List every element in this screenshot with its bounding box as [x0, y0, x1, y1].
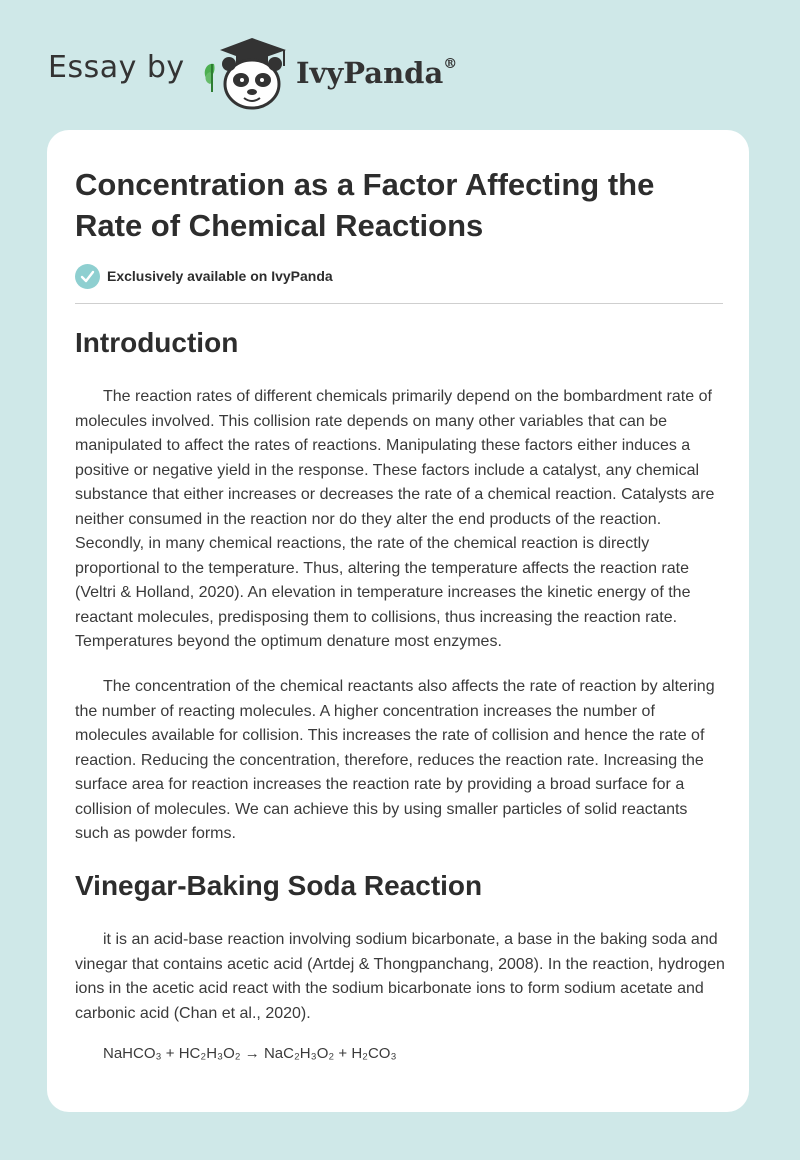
check-icon: [75, 264, 100, 289]
exclusive-badge-label: Exclusively available on IvyPanda: [107, 268, 333, 284]
paragraph: The reaction rates of different chemicals primarily depend on the bombardment rate of molecules involved. This collision rate depends on many other variables that can be manipulated to affect the rates of reactions. Manipulating these factors either induces a positive or negative yield in the response. These factors include a catalyst, any chemical substance that either increases or decreases the rate of a chemical reaction. Catalysts are neither consumed in the reaction nor do they alter the end products of the reaction. Secondly, in many chemical reactions, the rate of the chemical reaction is directly proportional to the temperature. Thus, altering the temperature affects the reaction rate (Veltri & Holland, 2020). An elevation in temperature increases the kinetic energy of the reactant molecules, predisposing them to collisions, thus increasing the reaction rate. Temperatures beyond the optimum denature most enzymes.: [75, 388, 715, 650]
section-heading-introduction: Introduction: [75, 327, 239, 358]
essay-by-label: Essay by: [48, 50, 185, 85]
page-title: Concentration as a Factor Affecting the Rate of Chemical Reactions: [75, 167, 655, 243]
site-header: [0, 0, 800, 130]
chemical-equation: NaHCO₃ + HC₂H₃O₂ → NaC₂H₃O₂ + H₂CO₃: [103, 1045, 397, 1062]
divider: [75, 303, 723, 304]
essay-card: [47, 130, 749, 1112]
brand-name[interactable]: IvyPanda®: [296, 56, 458, 90]
paragraph: The concentration of the chemical reactants also affects the rate of reaction by altering the number of reacting molecules. A higher concentration increases the number of molecules available for collision. This increases the rate of collision and hence the rate of reaction. Reducing the concentration, therefore, reduces the reaction rate. Increasing the surface area for reaction increases the reaction rate by providing a broad surface for a collision of molecules. We can achieve this by using smaller particles of solid reactants such as powder forms.: [75, 678, 715, 842]
panda-graduate-icon[interactable]: [200, 34, 292, 110]
section-heading-vinegar-baking-soda: Vinegar-Baking Soda Reaction: [75, 870, 483, 901]
exclusive-badge: [75, 262, 333, 290]
paragraph: it is an acid-base reaction involving sodium bicarbonate, a base in the baking soda and vinegar that contains acetic acid (Artdej & Thongpanchang, 2008). In the reaction, hydrogen ions in the acetic acid react with the sodium bicarbonate ions to form sodium acetate and carbonic acid (Chan et al., 2020).: [75, 931, 725, 1022]
